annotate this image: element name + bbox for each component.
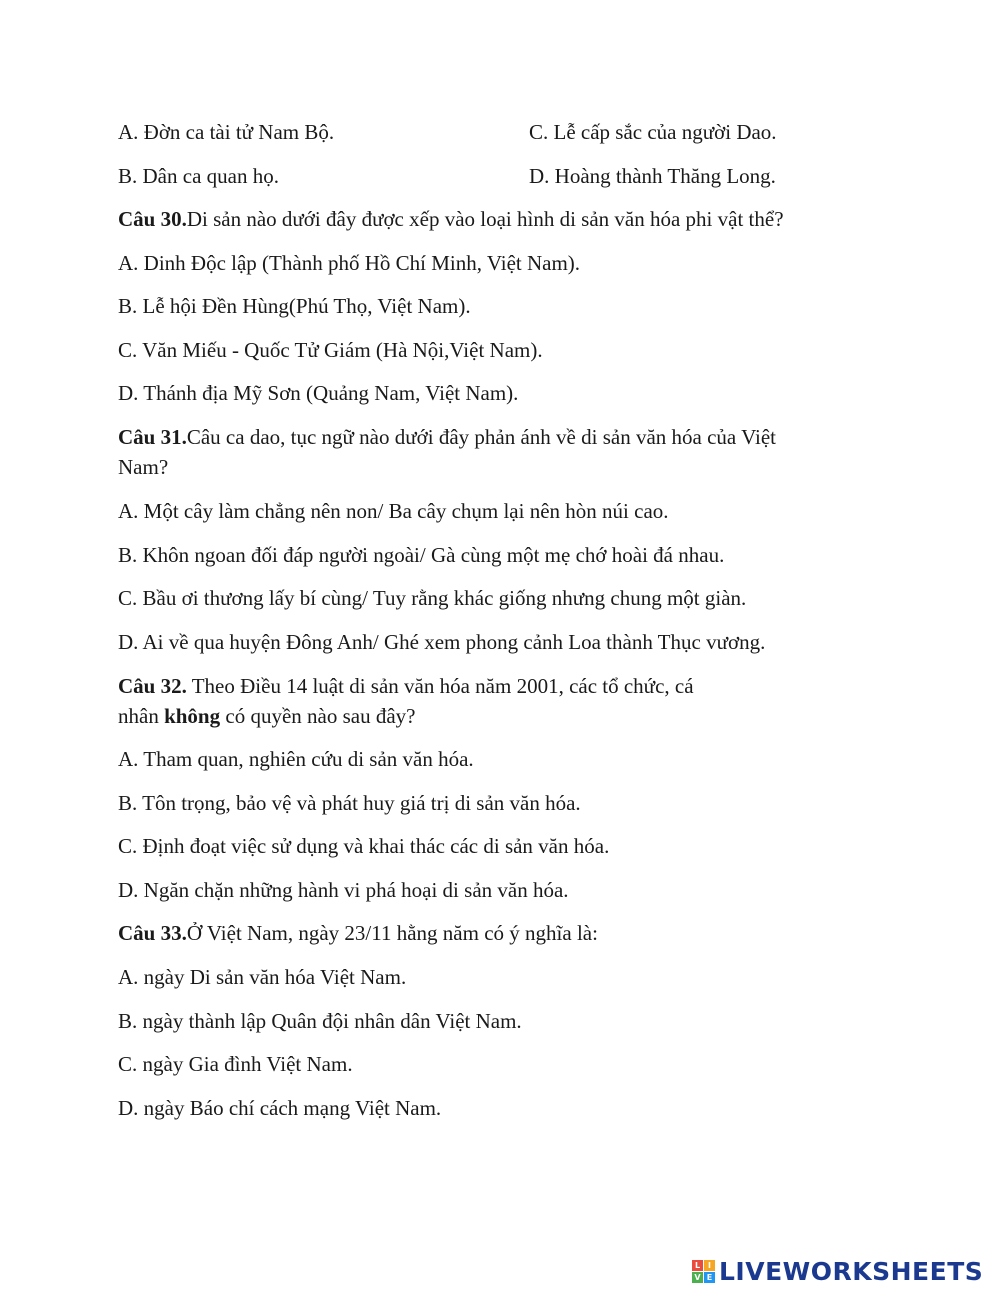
question-30-number: Câu 30. bbox=[118, 207, 187, 231]
question-33-text: Ở Việt Nam, ngày 23/11 hằng năm có ý nghĩa là: bbox=[186, 921, 598, 945]
logo-text: LIVEWORKSHEETS bbox=[719, 1256, 984, 1286]
question-32-number: Câu 32. bbox=[118, 674, 187, 698]
liveworksheets-logo bbox=[692, 1254, 983, 1288]
question-33-number: Câu 33. bbox=[118, 921, 187, 945]
question-31-text-line1: Câu ca dao, tục ngữ nào dưới đây phản ánh về di sản văn hóa của Việt bbox=[186, 425, 776, 449]
prev-option-d: D. Hoàng thành Thăng Long. bbox=[529, 164, 776, 188]
q33-option-d: D. ngày Báo chí cách mạng Việt Nam. bbox=[118, 1096, 442, 1120]
q30-option-d: D. Thánh địa Mỹ Sơn (Quảng Nam, Việt Nam). bbox=[118, 381, 519, 405]
question-30 bbox=[118, 205, 784, 233]
q33-option-c: C. ngày Gia đình Việt Nam. bbox=[118, 1052, 353, 1076]
q31-option-d: D. Ai về qua huyện Đông Anh/ Ghé xem phong cảnh Loa thành Thục vương. bbox=[118, 630, 766, 654]
prev-option-b: B. Dân ca quan họ. bbox=[118, 164, 279, 188]
q31-option-c: C. Bầu ơi thương lấy bí cùng/ Tuy rằng khác giống nhưng chung một giàn. bbox=[118, 586, 747, 610]
logo-mark-letter: V bbox=[692, 1272, 703, 1283]
logo-mark-icon bbox=[692, 1260, 715, 1283]
question-31-text-line2: Nam? bbox=[118, 455, 169, 479]
q33-option-b: B. ngày thành lập Quân đội nhân dân Việt Nam. bbox=[118, 1009, 522, 1033]
question-32-text-pre: nhân bbox=[118, 704, 165, 728]
question-32-line2 bbox=[118, 702, 415, 730]
q30-option-b: B. Lễ hội Đền Hùng(Phú Thọ, Việt Nam). bbox=[118, 294, 471, 318]
q30-option-a: A. Dinh Độc lập (Thành phố Hồ Chí Minh, Việt Nam). bbox=[118, 251, 581, 275]
question-32-emphasis: không bbox=[164, 704, 221, 728]
question-33 bbox=[118, 919, 598, 947]
logo-mark-letter: L bbox=[692, 1260, 703, 1271]
question-32-text-post: có quyền nào sau đây? bbox=[220, 704, 416, 728]
q32-option-b: B. Tôn trọng, bảo vệ và phát huy giá trị di sản văn hóa. bbox=[118, 791, 581, 815]
q32-option-c: C. Định đoạt việc sử dụng và khai thác các di sản văn hóa. bbox=[118, 834, 610, 858]
q32-option-d: D. Ngăn chặn những hành vi phá hoại di sản văn hóa. bbox=[118, 878, 569, 902]
q30-option-c: C. Văn Miếu - Quốc Tử Giám (Hà Nội,Việt Nam). bbox=[118, 338, 543, 362]
prev-option-a: A. Đờn ca tài tử Nam Bộ. bbox=[118, 120, 335, 144]
prev-option-c: C. Lễ cấp sắc của người Dao. bbox=[529, 120, 777, 144]
q33-option-a: A. ngày Di sản văn hóa Việt Nam. bbox=[118, 965, 407, 989]
question-32 bbox=[118, 672, 694, 700]
q31-option-b: B. Khôn ngoan đối đáp người ngoài/ Gà cùng một mẹ chớ hoài đá nhau. bbox=[118, 543, 725, 567]
logo-mark-letter: I bbox=[704, 1260, 715, 1271]
question-31 bbox=[118, 423, 776, 451]
q31-option-a: A. Một cây làm chẳng nên non/ Ba cây chụm lại nên hòn núi cao. bbox=[118, 499, 669, 523]
question-30-text: Di sản nào dưới đây được xếp vào loại hình di sản văn hóa phi vật thể? bbox=[186, 207, 784, 231]
q32-option-a: A. Tham quan, nghiên cứu di sản văn hóa. bbox=[118, 747, 474, 771]
question-32-text-line1: Theo Điều 14 luật di sản văn hóa năm 2001, các tổ chức, cá bbox=[186, 674, 694, 698]
logo-mark-letter: E bbox=[704, 1272, 715, 1283]
question-31-number: Câu 31. bbox=[118, 425, 187, 449]
